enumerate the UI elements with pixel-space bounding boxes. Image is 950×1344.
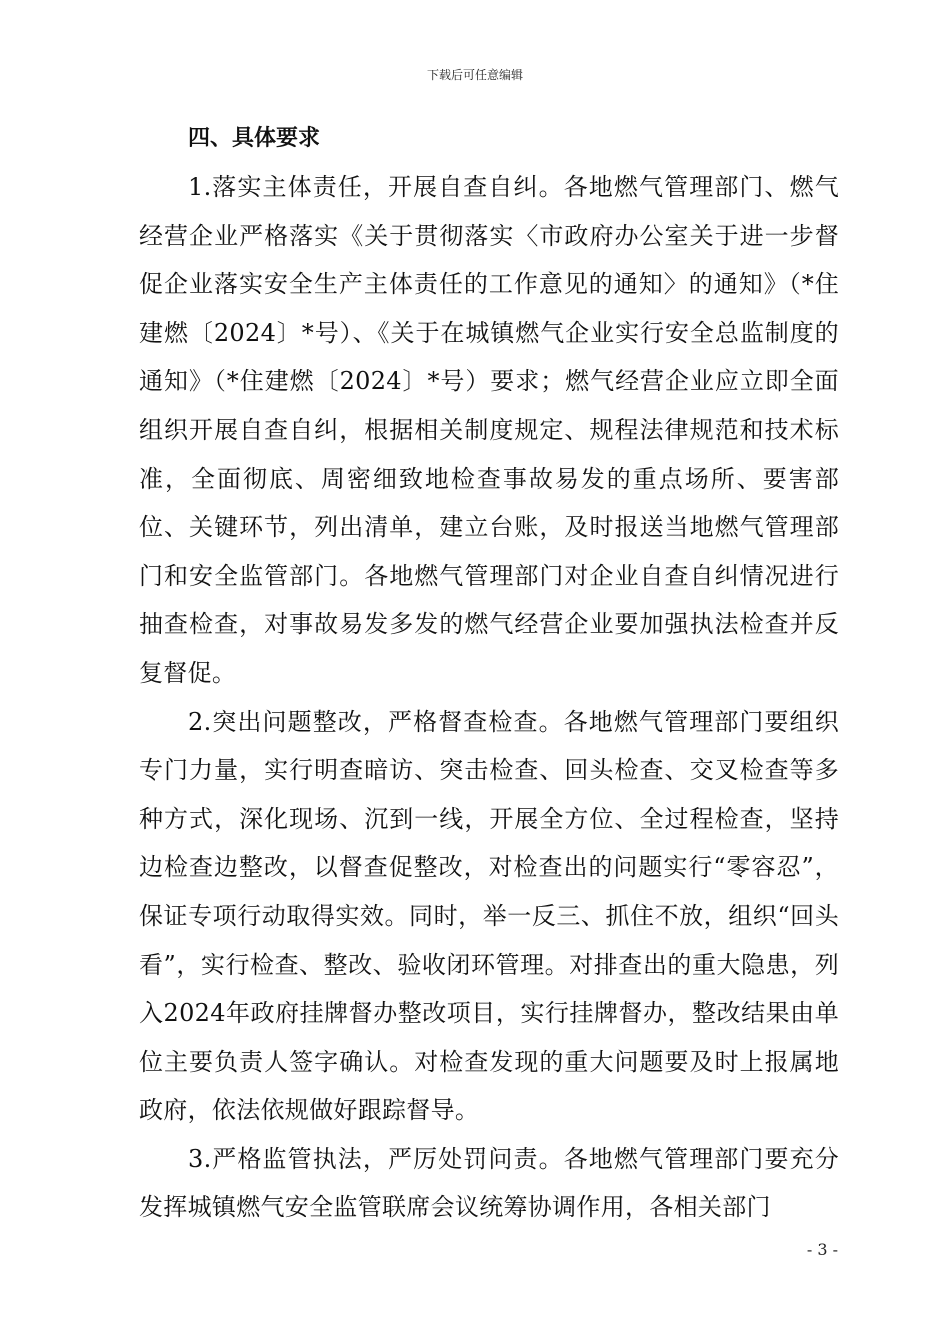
paragraph-3: 3.严格监管执法，严厉处罚问责。各地燃气管理部门要充分发挥城镇燃气安全监管联席会议统筹协调作用，各相关部门 [139, 1144, 839, 1222]
document-body [139, 115, 839, 1232]
paragraph-2: 2.突出问题整改，严格督查检查。各地燃气管理部门要组织专门力量，实行明查暗访、突击检查、回头检查、交叉检查等多种方式，深化现场、沉到一线，开展全方位、全过程检查，坚持边检查边整改，以督查促整改，对检查出的问题实行“零容忍”，保证专项行动取得实效。同时，举一反三、抓住不放，组织“回头看”，实行检查、整改、验收闭环管理。对排查出的重大隐患，列入2024年政府挂牌督办整改项目，实行挂牌督办，整改结果由单位主要负责人签字确认。对检查发现的重大问题要及时上报属地政府，依法依规做好跟踪督导。 [139, 707, 839, 1125]
paragraph-1: 1.落实主体责任，开展自查自纠。各地燃气管理部门、燃气经营企业严格落实《关于贯彻落实〈市政府办公室关于进一步督促企业落实安全生产主体责任的工作意见的通知〉的通知》（*住建燃〔2024〕*号）、《关于在城镇燃气企业实行安全总监制度的通知》（*住建燃〔2024〕*号）要求；燃气经营企业应立即全面组织开展自查自纠，根据相关制度规定、规程法律规范和技术标准，全面彻底、周密细致地检查事故易发的重点场所、要害部位、关键环节，列出清单，建立台账，及时报送当地燃气管理部门和安全监管部门。各地燃气管理部门对企业自查自纠情况进行抽查检查，对事故易发多发的燃气经营企业要加强执法检查并反复督促。 [139, 173, 839, 687]
page-header: 下载后可任意编辑 [426, 68, 523, 82]
section-title: 四、具体要求 [188, 126, 321, 151]
page-number: - 3 - [806, 1240, 838, 1259]
